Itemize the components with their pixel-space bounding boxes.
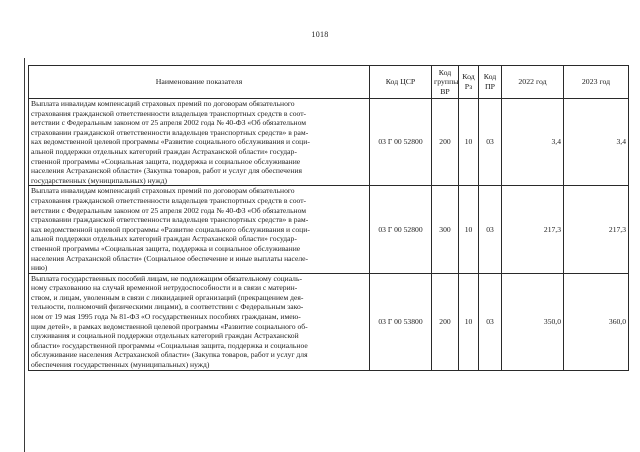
table-row (29, 273, 629, 370)
row-pr: 03 (479, 99, 502, 186)
row-2022: 217,3 (502, 186, 564, 273)
row-description: Выплата инвалидам компенсаций страховых премий по договорам обязательного страхования гражданской ответственности владельцев транспортных средств в соот- ветствии с Федеральным законом от 25 апреля 2002 года № 40-ФЗ «Об обязательном страховании гражданской ответственности владельцев транспортных средств» в рам- ках ведомственной целевой программы «Развитие социального обслуживания и соци- альной поддержки отдельных категорий граждан Астраханской области» государ- ственной программы «Социальная защита, поддержка и социальное обслуживание населения Астраханской области» (Социальное обеспечение и иные выплаты населе- нию) (29, 186, 370, 273)
header-vr: Код группы ВР (432, 66, 459, 99)
row-2022: 350,0 (502, 273, 564, 370)
header-2022: 2022 год (502, 66, 564, 99)
table-row (29, 186, 629, 273)
row-pr: 03 (479, 273, 502, 370)
header-2023: 2023 год (564, 66, 629, 99)
row-vr: 200 (432, 273, 459, 370)
header-rz: Код Рз (459, 66, 479, 99)
row-2023: 3,4 (564, 99, 629, 186)
row-2022: 3,4 (502, 99, 564, 186)
row-csr: 03 Г 00 52800 (370, 186, 432, 273)
header-pr: Код ПР (479, 66, 502, 99)
row-description: Выплата государственных пособий лицам, не подлежащим обязательному социаль- ному страхованию на случай временной нетрудоспособности и в связи с материн- ством, и лицам, уволенным в связи с ликвидацией организаций (прекращением дея- тельности, полномочий физическими лицами), в соответствии с Федеральным зако- ном от 19 мая 1995 года № 81-ФЗ «О государственных пособиях гражданам, имею- щим детей», в рамках ведомственной целевой программы «Развитие социального об- служивания и социальной поддержки отдельных категорий граждан Астраханской области» государственной программы «Социальная защита, поддержка и социальное обслуживание населения Астраханской области» (Закупка товаров, работ и услуг для обеспечения государственных (муниципальных) нужд) (29, 273, 370, 370)
row-vr: 300 (432, 186, 459, 273)
table-row (29, 99, 629, 186)
row-rz: 10 (459, 186, 479, 273)
row-description: Выплата инвалидам компенсаций страховых премий по договорам обязательного страхования гражданской ответственности владельцев транспортных средств в соот- ветствии с Федеральным законом от 25 апреля 2002 года № 40-ФЗ «Об обязательном страховании гражданской ответственности владельцев транспортных средств» в рам- ках ведомственной целевой программы «Развитие социального обслуживания и соци- альной поддержки отдельных категорий граждан Астраханской области» государ- ственной программы «Социальная защита, поддержка и социальное обслуживание населения Астраханской области» (Закупка товаров, работ и услуг для обеспечения государственных (муниципальных) нужд) (29, 99, 370, 186)
page-left-border (24, 58, 25, 452)
row-csr: 03 Г 00 52800 (370, 99, 432, 186)
header-csr: Код ЦСР (370, 66, 432, 99)
row-vr: 200 (432, 99, 459, 186)
row-2023: 217,3 (564, 186, 629, 273)
row-pr: 03 (479, 186, 502, 273)
row-rz: 10 (459, 99, 479, 186)
table-header-row (29, 66, 629, 99)
budget-table (28, 65, 629, 371)
row-csr: 03 Г 00 53800 (370, 273, 432, 370)
page-number: 1018 (311, 30, 329, 39)
row-2023: 360,0 (564, 273, 629, 370)
row-rz: 10 (459, 273, 479, 370)
header-name: Наименование показателя (29, 66, 370, 99)
